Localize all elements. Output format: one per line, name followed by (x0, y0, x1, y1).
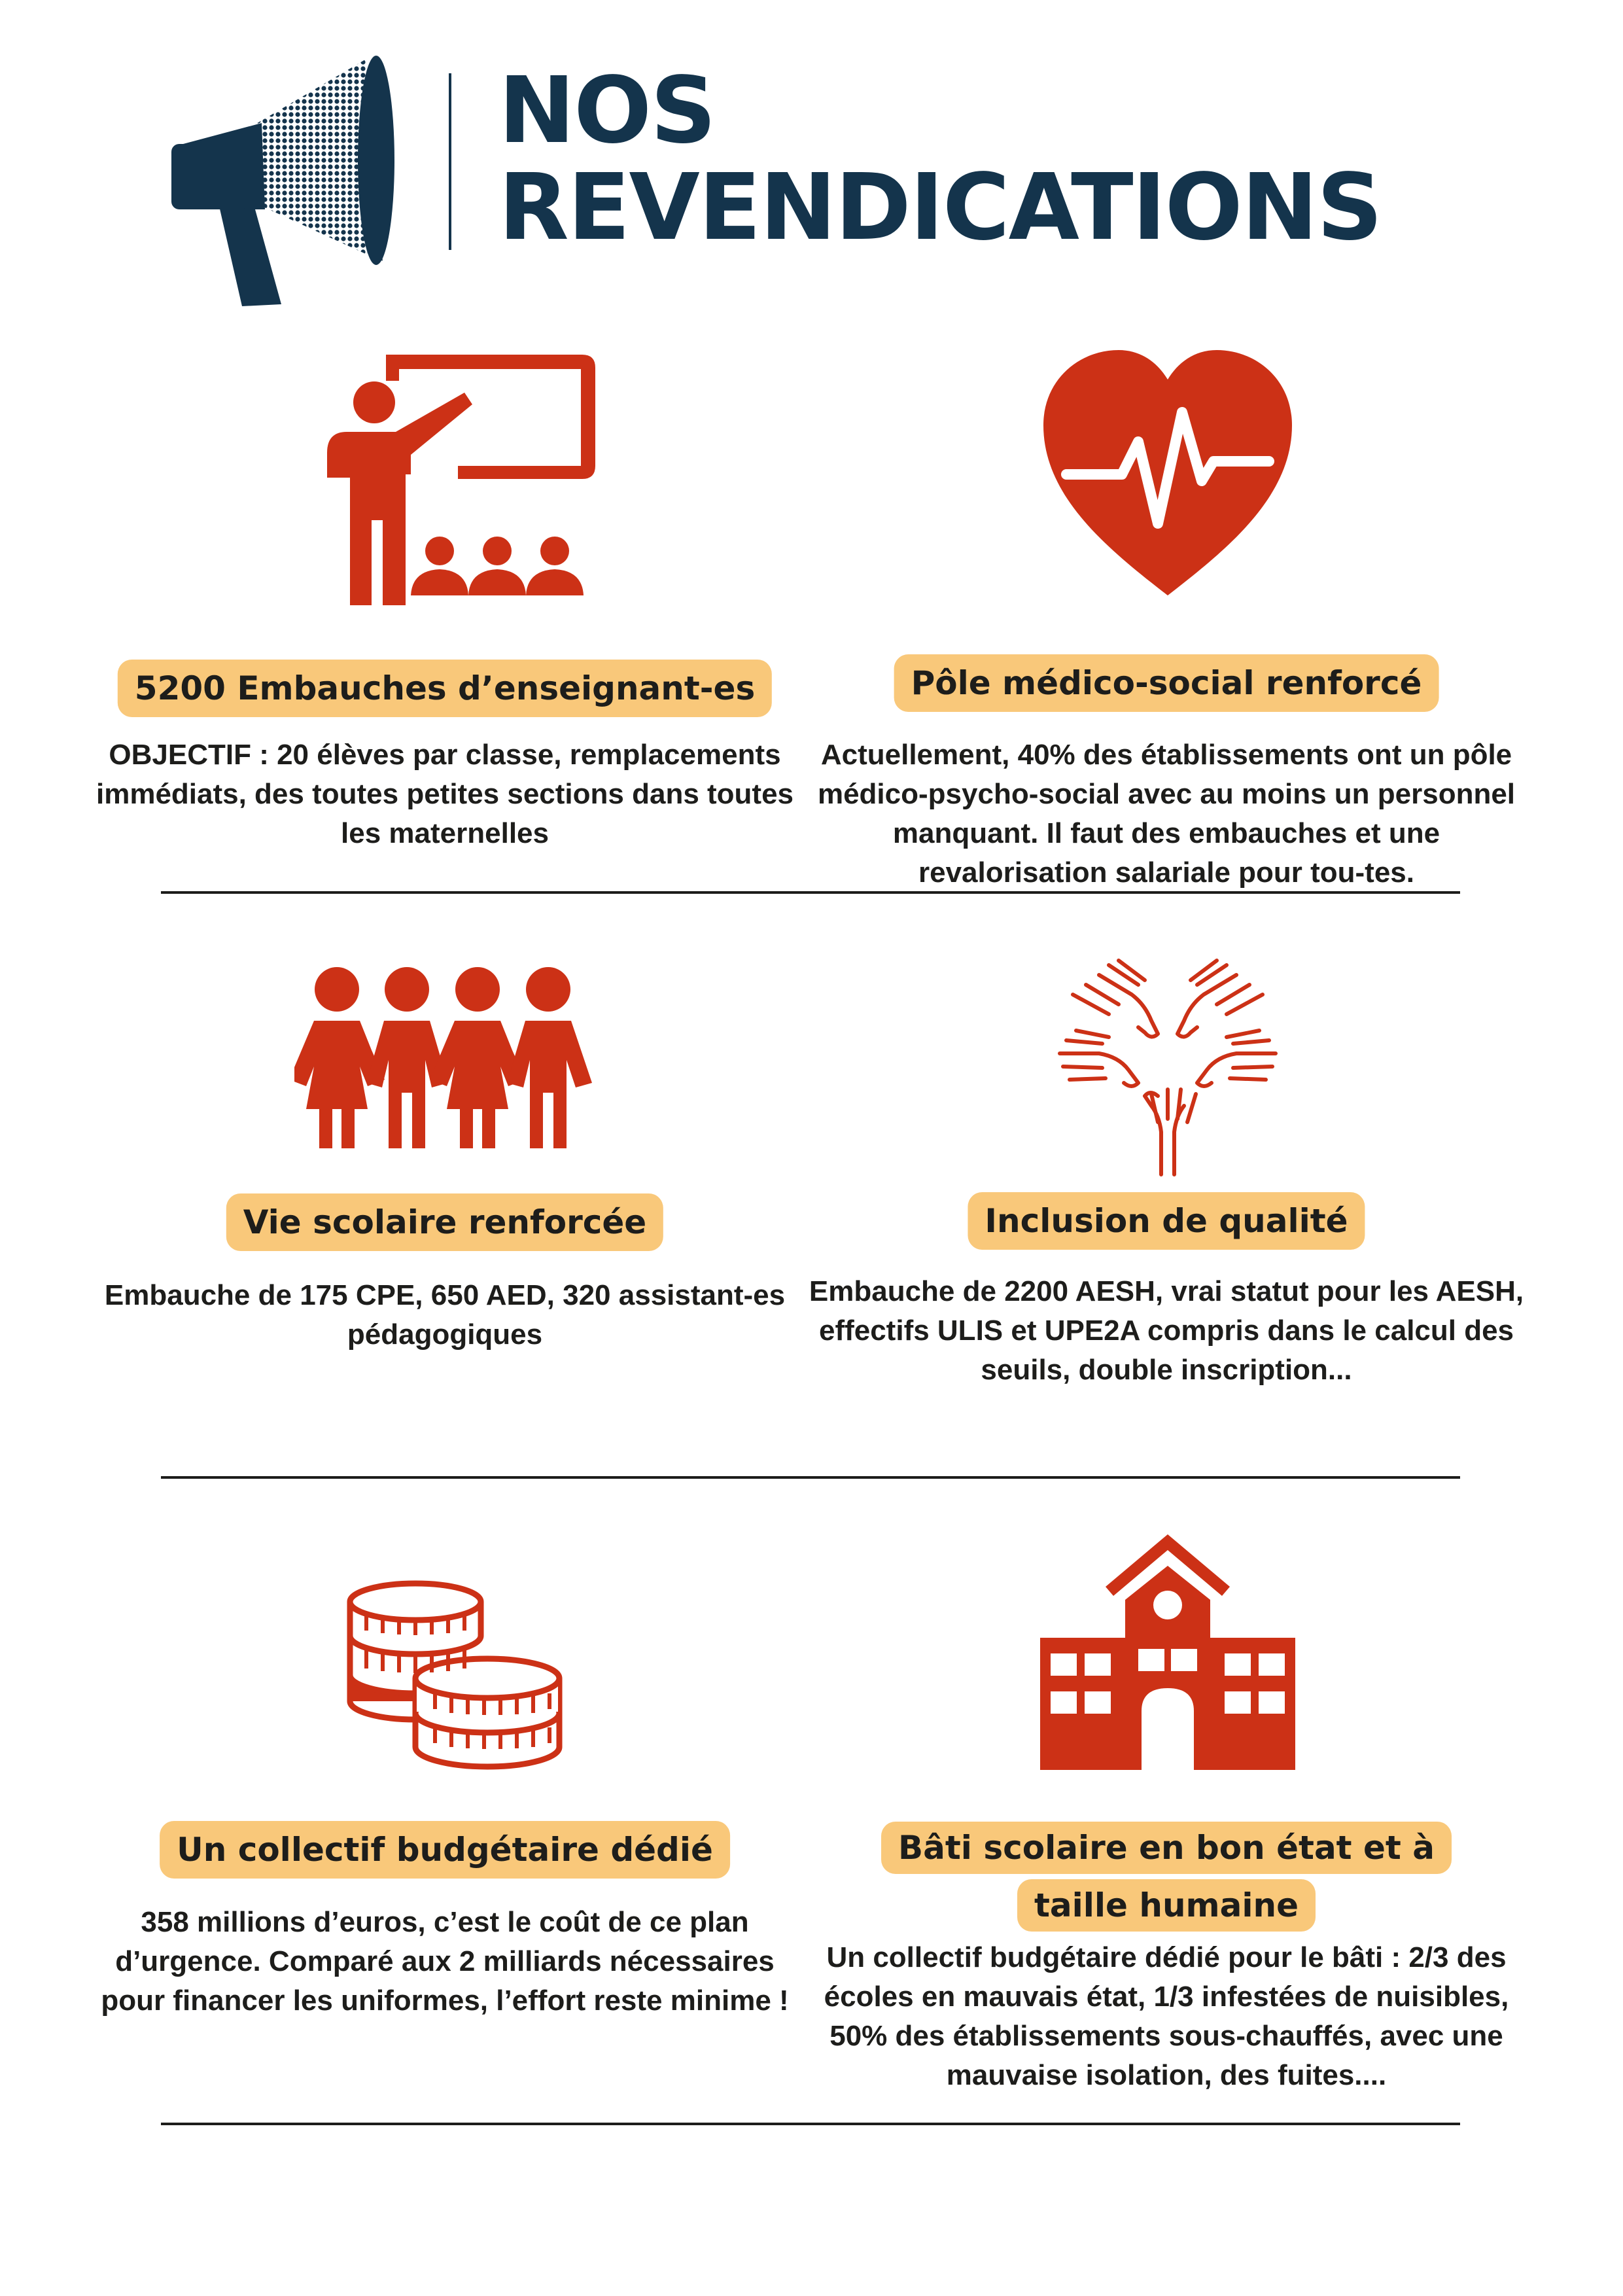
page-title (498, 58, 1545, 261)
section-divider (161, 1476, 1460, 1479)
section-title-bati-line-2: taille humaine (1017, 1879, 1316, 1932)
section-divider (161, 2123, 1460, 2125)
section-title-vie-scolaire: Vie scolaire renforcée (226, 1193, 663, 1251)
section-title-bati (872, 1819, 1461, 1934)
section-desc-budget: 358 millions d’euros, c’est le coût de ce plan d’urgence. Comparé aux 2 milliards nécessaires pour financer les uniformes, l’effort reste minime ! (101, 1906, 789, 2017)
section-title-inclusion: Inclusion de qualité (968, 1192, 1365, 1250)
coins-stack-icon (340, 1570, 569, 1773)
section-title-medico-social: Pôle médico-social renforcé (894, 654, 1439, 712)
section-desc-medico-social: Actuellement, 40% des établissements ont un pôle médico-psycho-social avec au moins un personnel manquant. Il faut des embauches et une revalorisation salariale pour tou-tes. (817, 739, 1516, 889)
hands-circle-icon (1047, 955, 1289, 1178)
section-desc-teachers: OBJECTIF : 20 élèves par classe, remplacements immédiats, des toutes petites sections dans toutes les maternelles (96, 739, 794, 849)
title-line-1: NOS (498, 58, 716, 164)
section-desc-bati: Un collectif budgétaire dédié pour le bâti : 2/3 des écoles en mauvais état, 1/3 infestées de nuisibles, 50% des établissements sous-chauffés, avec une mauvaise isolation, des fuites.... (824, 1941, 1509, 2091)
header-divider (449, 73, 451, 250)
section-title-bati-line-1: Bâti scolaire en bon état et à (881, 1822, 1452, 1874)
section-desc-vie-scolaire: Embauche de 175 CPE, 650 AED, 320 assistant-es pédagogiques (104, 1279, 786, 1351)
teacher-classroom-icon (314, 347, 602, 615)
megaphone-icon (157, 46, 406, 314)
section-title-teachers: 5200 Embauches d’enseignant-es (118, 660, 772, 717)
section-desc-inclusion: Embauche de 2200 AESH, vrai statut pour les AESH, effectifs ULIS et UPE2A compris dans le calcul des seuils, double inscription... (809, 1275, 1524, 1386)
section-title-budget: Un collectif budgétaire dédié (160, 1821, 730, 1879)
heartbeat-icon (1030, 340, 1305, 602)
title-line-2: REVENDICATIONS (498, 154, 1382, 261)
section-divider (161, 891, 1460, 894)
school-building-icon (1040, 1534, 1295, 1770)
students-group-icon (294, 962, 608, 1152)
